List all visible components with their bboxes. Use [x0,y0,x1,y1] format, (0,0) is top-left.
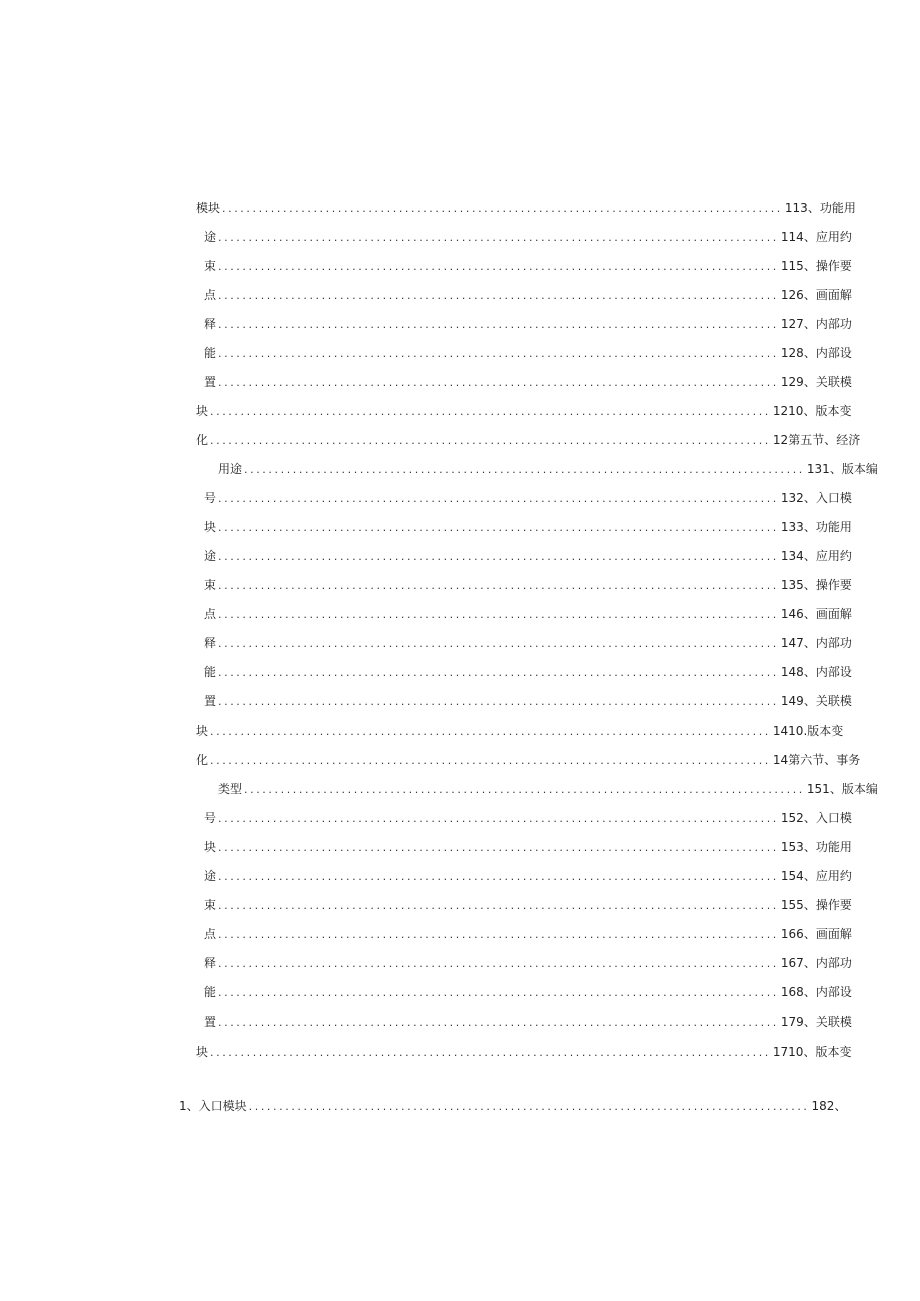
toc-entry[interactable] [196,198,856,218]
toc-entry-continuation: 第五节、经济 [788,433,861,447]
toc-entry[interactable] [204,866,852,886]
toc-entry[interactable] [204,314,852,334]
toc-entry[interactable] [204,953,852,973]
toc-entry-continuation: 、 [834,1099,847,1113]
toc-entry-continuation: 版本变 [807,724,844,738]
toc-entry[interactable] [204,285,852,305]
toc-leader-dots: ............................................................................................ [218,957,779,970]
toc-entry-label: 化 [196,753,209,767]
toc-leader-dots: ............................................................................................ [218,928,779,941]
toc-leader-dots: ............................................................................................ [210,754,771,767]
toc-entry-label: 类型 [218,782,243,796]
toc-entry-continuation: 、应用约 [803,549,852,563]
toc-entry-page: 166 [780,927,804,941]
toc-entry-label: 块 [196,1045,209,1059]
toc-entry[interactable] [204,837,852,857]
toc-entry-label: 模块 [196,201,221,215]
toc-entry[interactable] [218,459,878,479]
toc-entry-continuation: 、操作要 [803,898,852,912]
toc-entry-label: 途 [204,869,217,883]
toc-entry-label: 块 [196,724,209,738]
toc-entry-page: 168 [780,985,804,999]
toc-entry[interactable] [204,227,852,247]
toc-entry-continuation: 、内部设 [803,346,852,360]
toc-entry[interactable] [204,546,852,566]
toc-entry-continuation: 、入口模 [803,811,852,825]
toc-leader-dots: ............................................................................................ [218,260,779,273]
toc-entry[interactable] [196,1042,852,1062]
toc-entry-continuation: 、内部功 [803,636,852,650]
toc-entry-page: 14 [772,753,789,767]
toc-entry-page: 115 [780,259,804,273]
toc-entry-label: 释 [204,317,217,331]
toc-entry[interactable] [204,982,852,1002]
toc-entry-page: 133 [780,520,804,534]
toc-entry[interactable] [204,256,852,276]
toc-entry-page: 152 [780,811,804,825]
toc-entry-label: 块 [204,840,217,854]
toc-entry-page: 1710 [772,1045,804,1059]
toc-entry-continuation: 、操作要 [803,259,852,273]
toc-entry-label: 束 [204,898,217,912]
toc-entry[interactable] [204,808,852,828]
toc-entry-page: 132 [780,491,804,505]
toc-entry-continuation: 、功能用 [803,520,852,534]
toc-entry-page: 114 [780,230,804,244]
toc-entry-label: 能 [204,985,217,999]
toc-entry-continuation: 第六节、事务 [788,753,861,767]
toc-entry-label: 释 [204,956,217,970]
toc-entry-page: 127 [780,317,804,331]
toc-entry-continuation: 、功能用 [807,201,856,215]
toc-entry-page: 153 [780,840,804,854]
toc-leader-dots: ............................................................................................ [218,870,779,883]
toc-entry-continuation: 、入口模 [803,491,852,505]
toc-entry-continuation: 、功能用 [803,840,852,854]
toc-entry-label: 点 [204,607,217,621]
toc-entry-continuation: 、画面解 [803,607,852,621]
toc-leader-dots: ............................................................................................ [218,492,779,505]
toc-leader-dots: ............................................................................................ [244,783,805,796]
toc-entry-label: 1、入口模块 [179,1099,247,1113]
toc-leader-dots: ............................................................................................ [218,579,779,592]
toc-entry[interactable] [196,401,852,421]
toc-leader-dots: ............................................................................................ [218,666,779,679]
toc-leader-dots: ............................................................................................ [218,841,779,854]
toc-entry-label: 块 [196,404,209,418]
toc-leader-dots: ............................................................................................ [218,347,779,360]
toc-entry-page: 12 [772,433,789,447]
toc-leader-dots: ............................................................................................ [218,637,779,650]
toc-entry-continuation: 、版本编 [829,782,878,796]
toc-entry-continuation: 、关联模 [803,694,852,708]
toc-entry-label: 点 [204,288,217,302]
toc-leader-dots: ............................................................................................ [218,550,779,563]
toc-entry[interactable] [204,517,852,537]
toc-entry-page: 146 [780,607,804,621]
toc-entry-page: 128 [780,346,804,360]
toc-entry-continuation: 、版本变 [803,1045,852,1059]
toc-entry-label: 释 [204,636,217,650]
toc-entry-continuation: 、版本编 [829,462,878,476]
toc-leader-dots: ............................................................................................ [218,986,779,999]
toc-entry[interactable] [204,575,852,595]
toc-entry[interactable] [204,691,852,711]
toc-leader-dots: ............................................................................................ [218,521,779,534]
toc-entry[interactable] [204,895,852,915]
toc-entry[interactable] [204,604,852,624]
toc-entry-continuation: 、画面解 [803,288,852,302]
toc-entry-label: 用途 [218,462,243,476]
toc-entry-page: 179 [780,1015,804,1029]
toc-leader-dots: ............................................................................................ [222,202,783,215]
toc-leader-dots: ............................................................................................ [218,695,779,708]
toc-leader-dots: ............................................................................................ [218,318,779,331]
toc-entry[interactable] [204,372,852,392]
toc-entry-page: 155 [780,898,804,912]
toc-entry-label: 块 [204,520,217,534]
toc-entry[interactable] [218,779,878,799]
toc-leader-dots: ............................................................................................ [210,434,771,447]
toc-entry-page: 147 [780,636,804,650]
toc-entry-page: 126 [780,288,804,302]
toc-entry-continuation: 、关联模 [803,375,852,389]
toc-leader-dots: ............................................................................................ [210,405,771,418]
toc-entry[interactable] [204,662,852,682]
toc-leader-dots: ............................................................................................ [218,608,779,621]
toc-entry-page: 148 [780,665,804,679]
toc-entry[interactable] [204,924,852,944]
toc-leader-dots: ............................................................................................ [218,899,779,912]
toc-entry-label: 置 [204,375,217,389]
toc-entry-page: 167 [780,956,804,970]
toc-leader-dots: ............................................................................................ [218,1016,779,1029]
toc-leader-dots: ............................................................................................ [244,463,805,476]
toc-entry-label: 点 [204,927,217,941]
toc-entry-page: 182 [811,1099,835,1113]
toc-entry-page: 1210 [772,404,804,418]
toc-entry-label: 置 [204,1015,217,1029]
toc-entry-label: 置 [204,694,217,708]
toc-entry-continuation: 、应用约 [803,869,852,883]
toc-entry-label: 途 [204,230,217,244]
toc-entry[interactable] [179,1096,847,1116]
toc-entry-label: 束 [204,259,217,273]
toc-entry-continuation: 、内部功 [803,317,852,331]
toc-entry[interactable] [204,343,852,363]
toc-entry-page: 129 [780,375,804,389]
toc-leader-dots: ............................................................................................ [218,812,779,825]
toc-entry-continuation: 、内部功 [803,956,852,970]
toc-entry-page: 134 [780,549,804,563]
toc-entry-label: 能 [204,665,217,679]
toc-entry[interactable] [196,750,861,770]
toc-entry-label: 号 [204,811,217,825]
toc-entry-continuation: 、画面解 [803,927,852,941]
toc-entry-label: 号 [204,491,217,505]
toc-leader-dots: ............................................................................................ [218,376,779,389]
toc-entry-label: 束 [204,578,217,592]
toc-entry-continuation: 、内部设 [803,985,852,999]
toc-entry-continuation: 、版本变 [803,404,852,418]
toc-entry-continuation: 、操作要 [803,578,852,592]
toc-entry[interactable] [204,488,852,508]
toc-entry-page: 1410. [772,724,808,738]
toc-entry[interactable] [196,430,861,450]
toc-entry-continuation: 、关联模 [803,1015,852,1029]
toc-leader-dots: ............................................................................................ [218,289,779,302]
toc-leader-dots: ............................................................................................ [210,725,771,738]
toc-entry-label: 途 [204,549,217,563]
toc-entry-page: 113 [784,201,808,215]
toc-entry-label: 化 [196,433,209,447]
toc-entry-page: 151 [806,782,830,796]
toc-entry-continuation: 、应用约 [803,230,852,244]
toc-leader-dots: ............................................................................................ [210,1046,771,1059]
toc-entry[interactable] [196,721,844,741]
toc-leader-dots: ............................................................................................ [218,231,779,244]
toc-entry[interactable] [204,1012,852,1032]
toc-entry-label: 能 [204,346,217,360]
toc-entry-page: 154 [780,869,804,883]
toc-entry-page: 131 [806,462,830,476]
toc-entry-page: 149 [780,694,804,708]
toc-leader-dots: ............................................................................................ [248,1100,810,1113]
toc-entry-page: 135 [780,578,804,592]
toc-entry-continuation: 、内部设 [803,665,852,679]
toc-entry[interactable] [204,633,852,653]
